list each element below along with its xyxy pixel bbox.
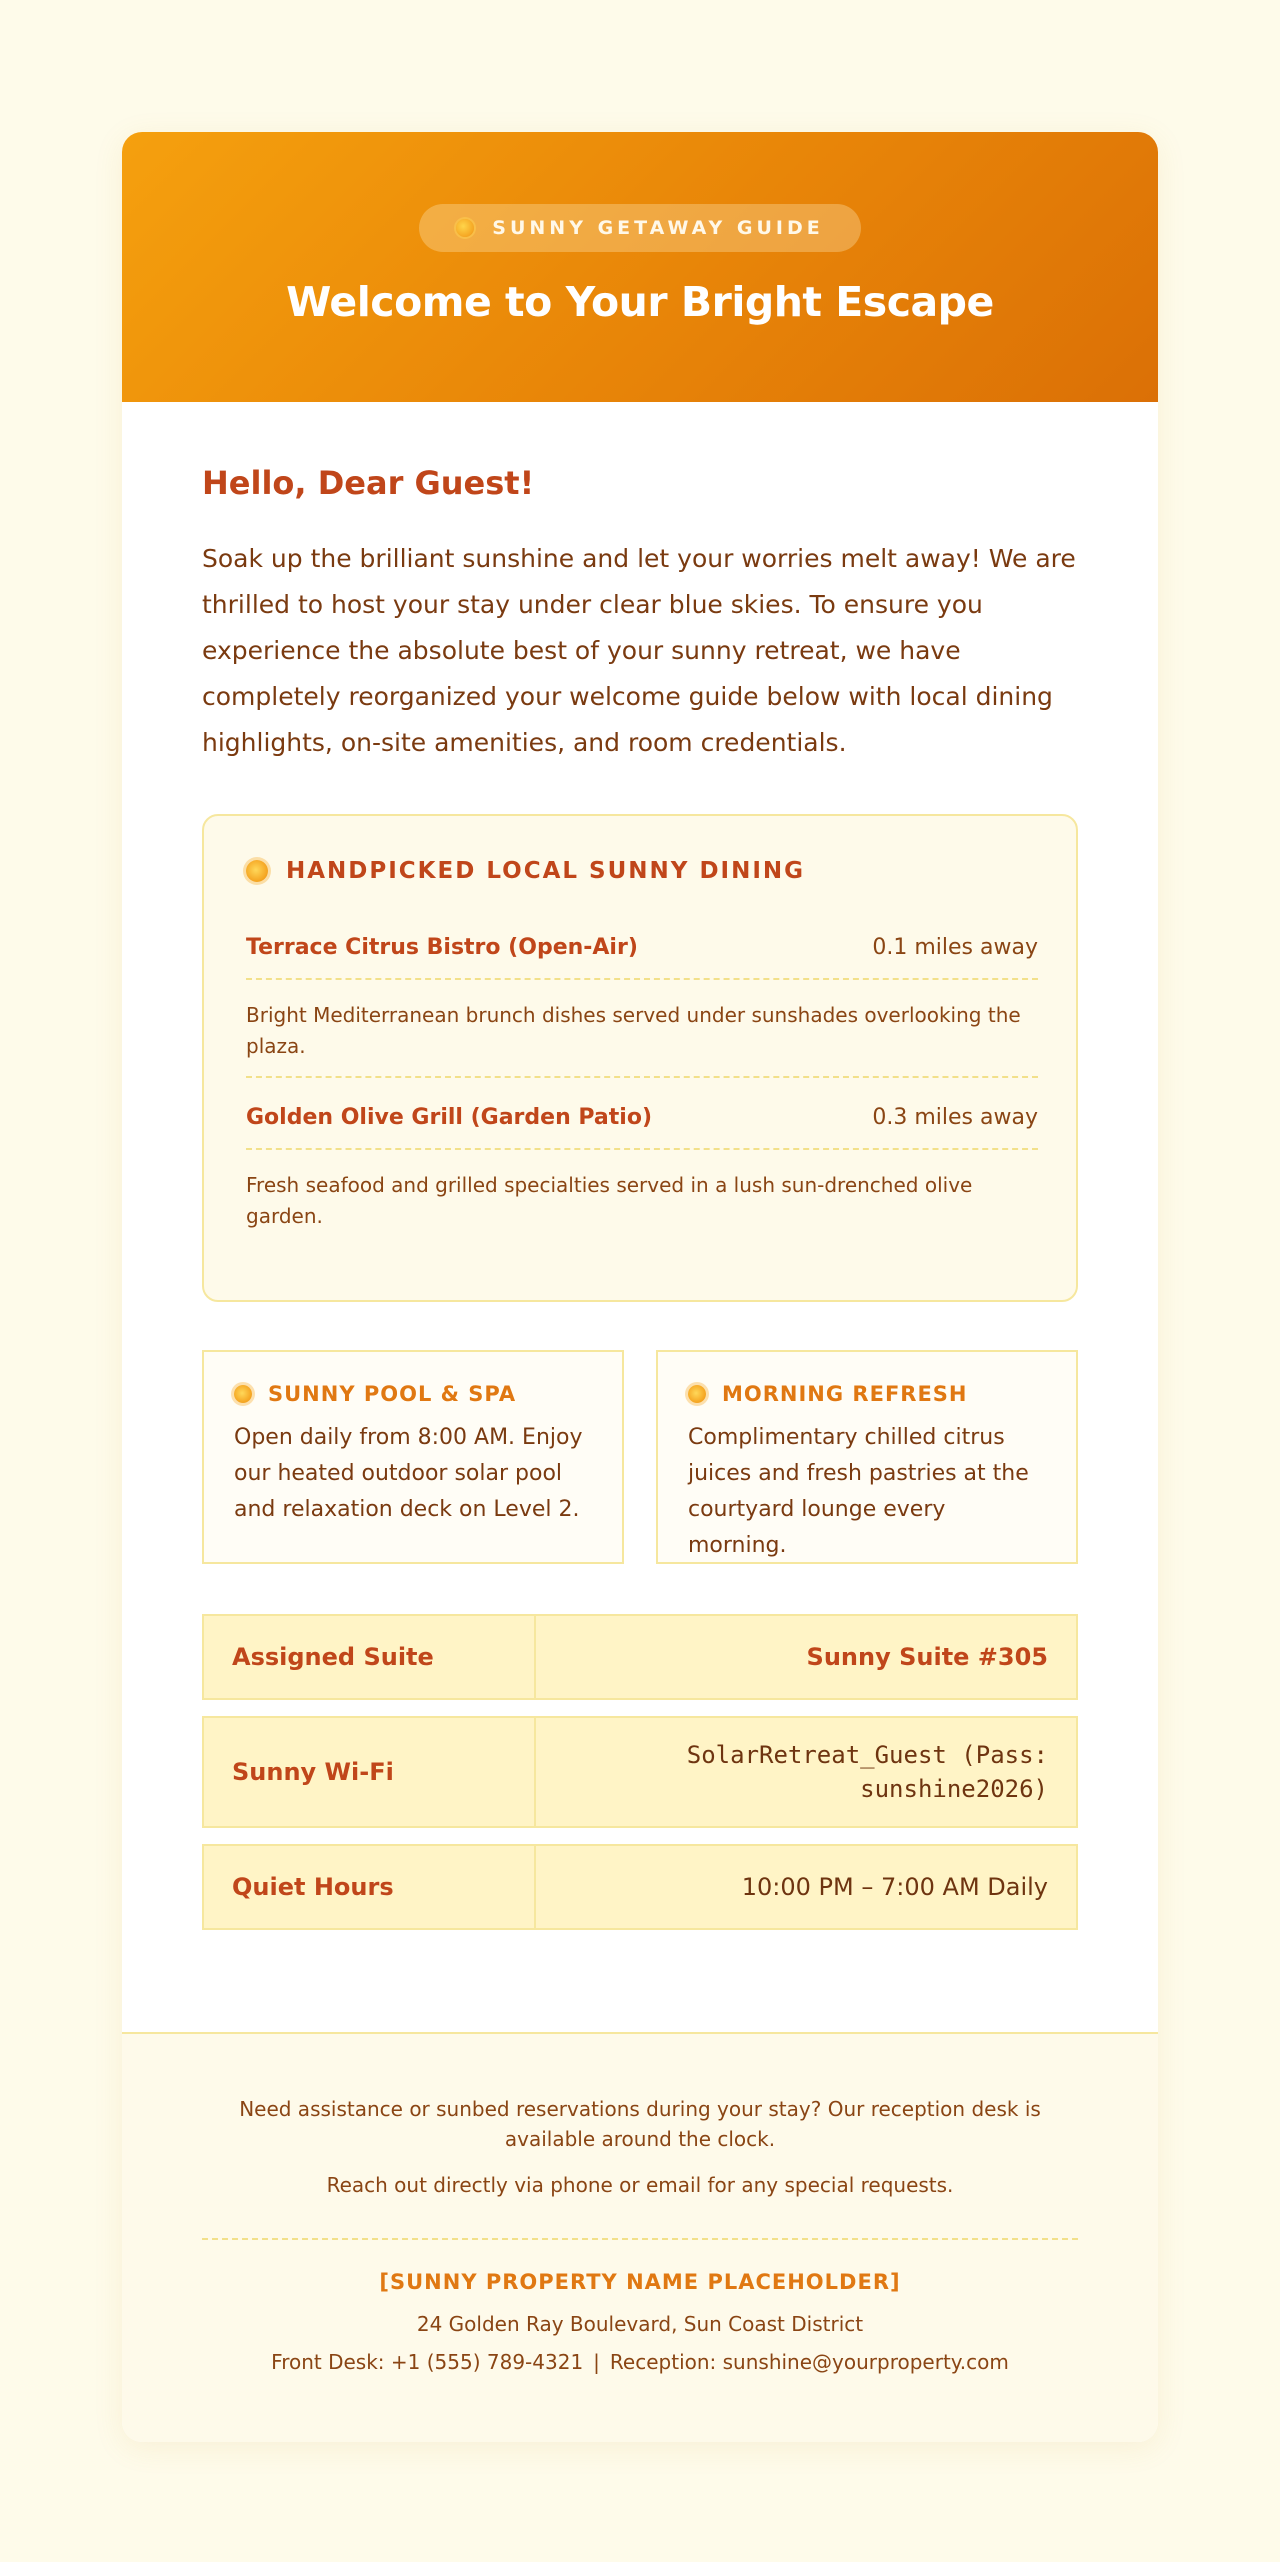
restaurant-description: Fresh seafood and grilled specialties served in a lush sun-drenched olive garden. xyxy=(246,1173,973,1228)
page-title: Welcome to Your Bright Escape xyxy=(286,278,994,326)
dining-title: HANDPICKED LOCAL SUNNY DINING xyxy=(286,858,806,884)
property-name: [SUNNY PROPERTY NAME PLACEHOLDER] xyxy=(379,2270,901,2294)
info-value: Sunny Suite #305 xyxy=(806,1643,1048,1671)
info-value: 10:00 PM – 7:00 AM Daily xyxy=(741,1873,1048,1901)
info-value: SolarRetreat_Guest (Pass: sunshine2026) xyxy=(686,1741,1048,1803)
sun-icon xyxy=(234,1385,252,1403)
footer-assist-text: Need assistance or sunbed reservations during your stay? Our reception desk is available around the clock. xyxy=(239,2097,1041,2151)
greeting-heading: Hello, Dear Guest! xyxy=(202,464,535,502)
info-row-wifi xyxy=(202,1716,1078,1828)
restaurant-item xyxy=(246,1086,1038,1232)
restaurant-description: Bright Mediterranean brunch dishes served under sunshades overlooking the plaza. xyxy=(246,980,1038,1078)
info-row-suite xyxy=(202,1614,1078,1700)
welcome-card xyxy=(122,132,1158,2442)
amenity-heading xyxy=(688,1382,1046,1406)
sun-icon xyxy=(688,1385,706,1403)
contact-separator: | xyxy=(593,2350,600,2374)
property-address: 24 Golden Ray Boulevard, Sun Coast District xyxy=(416,2312,864,2336)
info-label: Quiet Hours xyxy=(204,1846,536,1928)
amenity-text: Complimentary chilled citrus juices and fresh pastries at the courtyard lounge every morning. xyxy=(688,1425,1029,1558)
dining-heading xyxy=(246,858,805,884)
restaurant-item xyxy=(246,916,1038,1078)
guide-badge xyxy=(419,204,861,252)
sun-icon xyxy=(246,860,268,882)
reception-email[interactable]: Reception: sunshine@yourproperty.com xyxy=(609,2350,1009,2374)
sun-icon xyxy=(456,219,474,237)
footer-divider xyxy=(202,2238,1078,2240)
info-label: Sunny Wi-Fi xyxy=(204,1718,536,1826)
info-label: Assigned Suite xyxy=(204,1616,536,1698)
intro-paragraph: Soak up the brilliant sunshine and let your worries melt away! We are thrilled to host your stay under clear blue skies. To ensure you experience the absolute best of your sunny retreat, we have completely reorganized your welcome guide below with local dining highlights, on-site amenities, and room credentials. xyxy=(202,544,1076,757)
restaurant-distance: 0.3 miles away xyxy=(872,1104,1038,1130)
badge-label: SUNNY GETAWAY GUIDE xyxy=(492,217,824,239)
footer-reach-text: Reach out directly via phone or email for any special requests. xyxy=(326,2173,954,2197)
restaurant-row xyxy=(246,916,1038,980)
info-row-quiet-hours xyxy=(202,1844,1078,1930)
dining-section xyxy=(202,814,1078,1302)
amenity-text: Open daily from 8:00 AM. Enjoy our heated outdoor solar pool and relaxation deck on Level 2. xyxy=(234,1425,583,1522)
amenity-title: SUNNY POOL & SPA xyxy=(268,1382,517,1406)
contact-line xyxy=(122,2350,1158,2374)
amenity-title: MORNING REFRESH xyxy=(722,1382,968,1406)
restaurant-row xyxy=(246,1086,1038,1150)
restaurant-distance: 0.1 miles away xyxy=(872,934,1038,960)
amenity-heading xyxy=(234,1382,592,1406)
restaurant-name: Terrace Citrus Bistro (Open-Air) xyxy=(246,934,638,960)
amenity-card-refresh xyxy=(656,1350,1078,1564)
footer xyxy=(122,2032,1158,2442)
amenities-section xyxy=(202,1350,1078,1564)
restaurant-name: Golden Olive Grill (Garden Patio) xyxy=(246,1104,653,1130)
header-banner xyxy=(122,132,1158,402)
amenity-card-pool xyxy=(202,1350,624,1564)
front-desk-phone[interactable]: Front Desk: +1 (555) 789-4321 xyxy=(271,2350,584,2374)
